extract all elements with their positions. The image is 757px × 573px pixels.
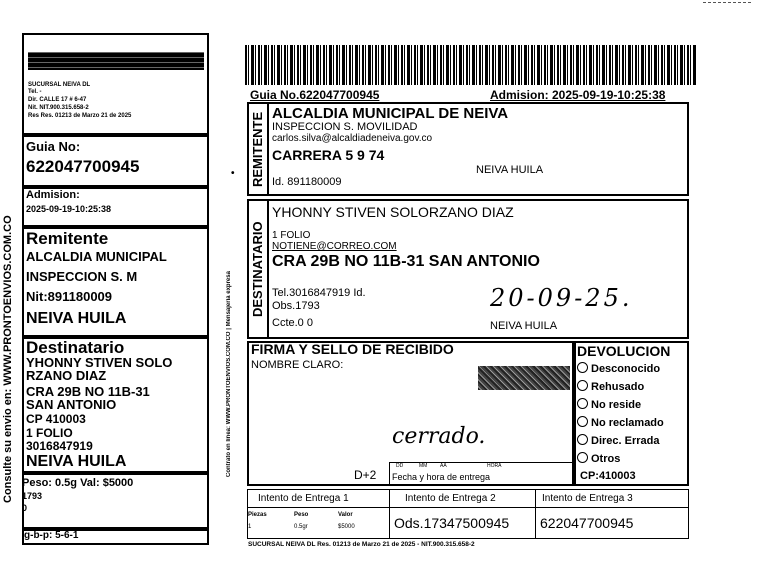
- stub-code2: 0: [22, 503, 28, 513]
- remitente-dept: INSPECCION S. MOVILIDAD: [272, 121, 418, 133]
- remitente-city: NEIVA HUILA: [476, 164, 544, 176]
- ods-number: Ods.17347500945: [394, 515, 510, 531]
- pronto-logo: [28, 52, 204, 70]
- destinatario-name: YHONNY STIVEN SOLORZANO DIAZ: [272, 204, 514, 220]
- stub-footer: g-b-p: 5-6-1: [24, 530, 79, 541]
- top-right-dashes: [703, 2, 751, 3]
- remitente-name: ALCALDIA MUNICIPAL DE NEIVA: [272, 105, 509, 122]
- fecha-hora: HORA: [487, 463, 502, 469]
- stub-dest-line3: CRA 29B NO 11B-31: [26, 384, 150, 399]
- fecha-box-top: [389, 462, 574, 463]
- stub-sucursal: SUCURSAL NEIVA DL: [28, 82, 91, 88]
- stub-admision-date: 2025-09-19-10:25:38: [26, 204, 112, 214]
- destinatario-label: DESTINATARIO: [250, 221, 265, 317]
- destinatario-folio: 1 FOLIO: [272, 230, 311, 241]
- stub-tel: Tel. -: [28, 89, 42, 95]
- devolucion-option-desconocido: Desconocido: [577, 362, 660, 375]
- stub-destinatario-label: Destinatario: [26, 338, 125, 357]
- stamp-smudge: [478, 366, 570, 390]
- stub-remitente-name: ALCALDIA MUNICIPAL: [26, 249, 167, 264]
- handwritten-date: 20-09-25.: [490, 284, 633, 312]
- destinatario-obs: Obs.1793: [272, 300, 320, 312]
- devolucion-option-rehusado: Rehusado: [577, 380, 644, 393]
- radio-icon: [577, 452, 588, 463]
- devolucion-option-otros: Otros: [577, 452, 620, 465]
- table-header-valor: Valor: [338, 512, 353, 518]
- stub-dest-city: NEIVA HUILA: [26, 453, 127, 470]
- stub-dest-line1: YHONNY STIVEN SOLO: [26, 355, 173, 370]
- intento-1: Intento de Entrega 1: [258, 493, 349, 504]
- firma-nombre: NOMBRE CLARO:: [251, 359, 344, 371]
- table-value-valor: $5000: [338, 524, 355, 530]
- remitente-address: CARRERA 5 9 74: [272, 147, 385, 163]
- table-value-piezas: 1: [248, 524, 252, 530]
- stub-guia-number: 622047700945: [26, 157, 140, 176]
- stub-dest-line2: RZANO DIAZ: [26, 368, 107, 383]
- table-header-piezas: Piezas: [248, 512, 267, 518]
- fecha-box-left: [389, 462, 390, 486]
- devolucion-option-no-reclamado: No reclamado: [577, 416, 664, 429]
- destinatario-tel: Tel.3016847919 Id.: [272, 287, 366, 299]
- remitente-id: Id. 891180009: [272, 176, 342, 188]
- remitente-email: carlos.silva@alcaldiadeneiva.gov.co: [272, 133, 433, 144]
- remitente-label-divider: [267, 102, 269, 196]
- intentos-divider-2: [535, 489, 536, 539]
- devolucion-title: DEVOLUCION: [577, 343, 671, 359]
- remitente-label: REMITENTE: [250, 111, 265, 187]
- barcode: [245, 45, 697, 85]
- footer-line: SUCURSAL NEIVA DL Res. 01213 de Marzo 21 de 2025 - NIT.900.315.658-2: [248, 541, 475, 548]
- left-side-url: Consulte su envio en: WWW.PRONTOENVIOS.COM.CO: [2, 215, 14, 503]
- admision-header: Admision: 2025-09-19-10:25:38: [490, 88, 666, 102]
- table-header-peso: Peso: [294, 512, 309, 518]
- intentos-divider-h: [247, 507, 689, 508]
- fecha-label: Fecha y hora de entrega: [392, 472, 491, 482]
- stub-res: Res Res. 01213 de Marzo 21 de 2025: [28, 113, 132, 119]
- side-dot: •: [231, 168, 235, 179]
- fecha-mm: MM: [419, 463, 428, 469]
- stub-dest-cp: CP 410003: [26, 412, 86, 426]
- destinatario-city: NEIVA HUILA: [490, 320, 558, 332]
- stub-code1: 1793: [22, 491, 43, 501]
- radio-icon: [577, 362, 588, 373]
- stub-remitente-city: NEIVA HUILA: [26, 310, 127, 327]
- destinatario-email: NOTIENE@CORREO.COM: [272, 241, 397, 252]
- stub-dest-folio: 1 FOLIO: [26, 426, 73, 440]
- main-side-url: Contrato en linea: WWW.PRONTOENVIOS.COM.CO | Mensajeria expresa: [226, 271, 232, 477]
- devolucion-option-direc-errada: Direc. Errada: [577, 434, 659, 447]
- stub-peso: Peso: 0.5g Val: $5000: [22, 477, 134, 489]
- stub-dir: Dir. CALLE 17 # 6-47: [28, 97, 87, 103]
- radio-icon: [577, 434, 588, 445]
- handwritten-signature: cerrado.: [392, 424, 486, 449]
- stub-guia-label: Guia No:: [26, 139, 81, 154]
- stub-nit: Nit. NIT.900.315.658-2: [28, 105, 89, 111]
- destinatario-ccte: Ccte.0 0: [272, 317, 313, 329]
- devolucion-option-no-reside: No reside: [577, 398, 641, 411]
- firma-title: FIRMA Y SELLO DE RECIBIDO: [251, 341, 454, 357]
- intento-3: Intento de Entrega 3: [542, 493, 633, 504]
- intentos-divider-1: [389, 489, 390, 539]
- radio-icon: [577, 380, 588, 391]
- stub-remitente-label: Remitente: [26, 229, 109, 248]
- stub-remitente-nit: Nit:891180009: [26, 289, 113, 304]
- table-value-peso: 0.5gr: [294, 524, 308, 530]
- stub-dest-tel: 3016847919: [26, 439, 93, 453]
- radio-icon: [577, 398, 588, 409]
- destinatario-label-divider: [267, 199, 269, 339]
- destinatario-address: CRA 29B NO 11B-31 SAN ANTONIO: [272, 253, 540, 270]
- stub-admision-label: Admision:: [26, 189, 80, 201]
- guia-header: Guia No.622047700945: [250, 88, 380, 102]
- radio-icon: [577, 416, 588, 427]
- fecha-aa: AA: [440, 463, 447, 469]
- firma-d2: D+2: [354, 468, 377, 482]
- fecha-dd: DD: [396, 463, 404, 469]
- devolucion-cp: CP:410003: [580, 470, 636, 482]
- intento-2: Intento de Entrega 2: [405, 493, 496, 504]
- guia-footer-number: 622047700945: [540, 515, 634, 531]
- stub-remitente-dept: INSPECCION S. M: [26, 269, 138, 284]
- stub-dest-line4: SAN ANTONIO: [26, 397, 117, 412]
